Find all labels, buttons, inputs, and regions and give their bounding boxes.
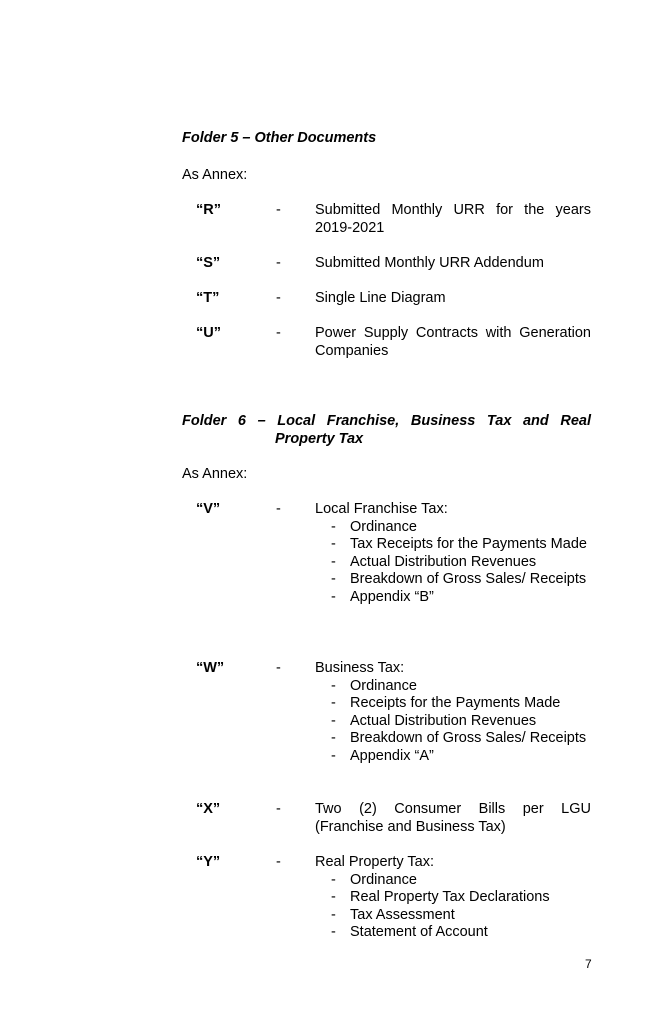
entry-dash: - [276,660,281,676]
annex-title: Real Property Tax: [315,854,435,870]
bullet-dash: - [331,588,336,605]
list-item-text: Real Property Tax Declarations [350,889,550,906]
entry-dash: - [276,202,281,218]
bullet-dash: - [331,924,336,941]
list-item-text: Ordinance [350,677,417,694]
annex-description: Submitted Monthly URR for the years 2019-2021 [315,202,591,236]
bullet-dash: - [331,730,336,747]
list-item-text: Ordinance [350,871,417,888]
entry-dash: - [276,290,281,306]
folder-5-annex-label: As Annex: [182,167,248,183]
list-item [315,730,591,748]
annex-code: “T” [196,290,220,306]
bullet-dash: - [331,677,336,694]
sub-item-list [315,872,591,942]
bullet-dash: - [331,571,336,588]
entry-dash: - [276,255,281,271]
list-item [315,713,591,731]
list-item [315,889,591,907]
list-item-text: Tax Assessment [350,906,455,923]
annex-code: “Y” [196,854,221,870]
annex-code: “V” [196,501,221,517]
list-item [315,519,591,537]
list-item-text: Appendix “A” [350,747,434,764]
list-item-text: Appendix “B” [350,588,434,605]
annex-description: Submitted Monthly URR Addendum [315,255,544,271]
folder-6-heading-line-2: Property Tax [275,431,364,447]
bullet-dash: - [331,712,336,729]
list-item [315,571,591,589]
annex-description: Two (2) Consumer Bills per LGU (Franchise and Business Tax) [315,801,591,835]
list-item-text: Actual Distribution Revenues [350,712,537,729]
bullet-dash: - [331,553,336,570]
list-item-text: Breakdown of Gross Sales/ Receipts [350,571,587,588]
list-item-text: Tax Receipts for the Payments Made [350,536,587,553]
folder-5-heading: Folder 5 – Other Documents [182,130,377,146]
annex-description [315,501,591,607]
annex-title: Local Franchise Tax: [315,501,448,517]
list-item [315,907,591,925]
list-item [315,678,591,696]
entry-dash: - [276,854,281,870]
annex-code: “W” [196,660,225,676]
bullet-dash: - [331,695,336,712]
bullet-dash: - [331,518,336,535]
annex-code: “S” [196,255,221,271]
sub-item-list [315,678,591,766]
list-item-text: Receipts for the Payments Made [350,695,561,712]
list-item [315,554,591,572]
page-number: 7 [585,957,592,971]
sub-item-list [315,519,591,607]
annex-description [315,854,591,942]
entry-dash: - [276,801,281,817]
annex-description [315,660,591,766]
list-item [315,695,591,713]
annex-code: “R” [196,202,221,218]
list-item-text: Statement of Account [350,924,488,941]
bullet-dash: - [331,536,336,553]
bullet-dash: - [331,906,336,923]
bullet-dash: - [331,871,336,888]
list-item-text: Ordinance [350,518,417,535]
list-item [315,924,591,942]
annex-code: “X” [196,801,221,817]
annex-description: Power Supply Contracts with Generation Companies [315,325,591,359]
list-item [315,536,591,554]
bullet-dash: - [331,747,336,764]
bullet-dash: - [331,889,336,906]
annex-description: Single Line Diagram [315,290,446,306]
entry-dash: - [276,501,281,517]
list-item [315,872,591,890]
list-item [315,748,591,766]
entry-dash: - [276,325,281,341]
annex-code: “U” [196,325,221,341]
folder-6-annex-label: As Annex: [182,466,248,482]
annex-title: Business Tax: [315,660,405,676]
list-item [315,589,591,607]
list-item-text: Breakdown of Gross Sales/ Receipts [350,730,587,747]
folder-6-heading-line-1: Folder 6 – Local Franchise, Business Tax and Real [182,413,591,429]
list-item-text: Actual Distribution Revenues [350,553,537,570]
